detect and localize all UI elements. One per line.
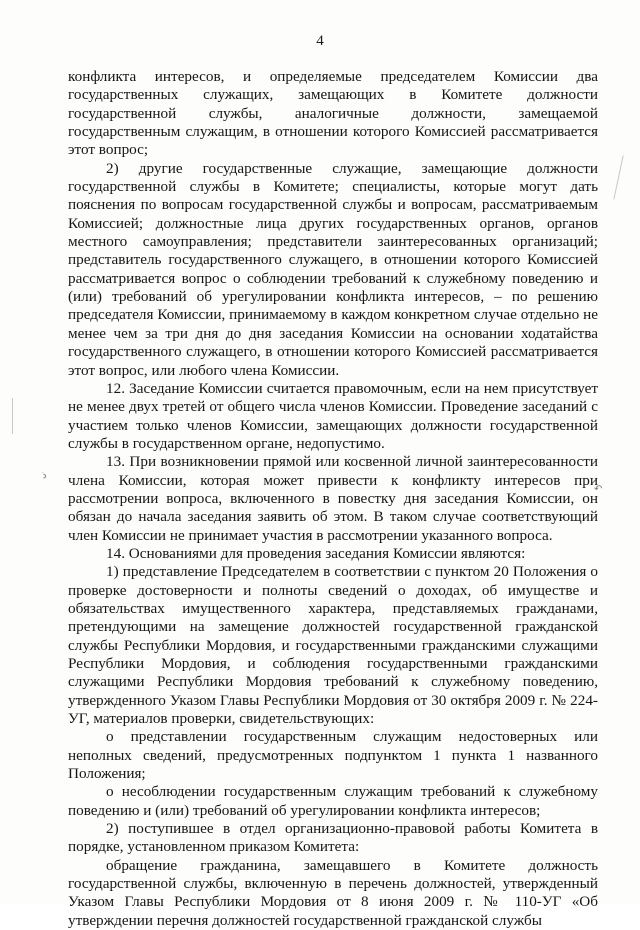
scan-edge-mark-left bbox=[12, 398, 13, 434]
scan-artifact-left: ذ bbox=[40, 469, 49, 482]
scan-edge-mark-right bbox=[613, 155, 623, 199]
paragraph-other-participants: 2) другие государственные служащие, замещающие должности государственной службы в Комитете; специалисты, которые могут дать пояснения по вопросам государственной службы и вопросам, рассматриваемым Комиссией; должностные лица других государственных органов, органов местного самоуправления; представители заинтересованных организаций; представитель государственного служащего, в отношении которого Комиссией рассматривается вопрос о соблюдении требований к служебному поведению и (или) требований об урегулировании конфликта интересов, – по решению председателя Комиссии, принимаемому в каждом конкретном случае отдельно не менее чем за три дня до дня заседания Комиссии на основании ходатайства государственного служащего, в отношении которого Комиссией рассматривается этот вопрос, или любого члена Комиссии. bbox=[68, 159, 598, 379]
paragraph-conduct-noncompliance: о несоблюдении государственным служащим требований к служебному поведению и (или) требований об урегулировании конфликта интересов; bbox=[68, 783, 598, 819]
paragraph-quorum-rule: 12. Заседание Комиссии считается правомочным, если на нем присутствует не менее двух третей от общего числа членов Комиссии. Проведение заседаний с участием только членов Комиссии, замещающих должности государственной службы в государственном органе, недопустимо. bbox=[68, 379, 598, 452]
paragraph-department-receipt: 2) поступившее в отдел организационно-правовой работы Комитета в порядке, установленном приказом Комитета: bbox=[68, 820, 598, 856]
paragraph-continuation-conflict-members: конфликта интересов, и определяемые председателем Комиссии два государственных служащих, замещающих в Комитете должности государственной службы, аналогичные должности, замещаемой государственным служащим, в отношении которого Комиссией рассматривается этот вопрос; bbox=[68, 68, 598, 159]
scan-artifact-right: ↶ bbox=[594, 484, 603, 495]
page-number: 4 bbox=[316, 33, 324, 49]
paragraph-personal-interest: 13. При возникновении прямой или косвенной личной заинтересованности члена Комиссии, которая может привести к конфликту интересов при рассмотрении вопроса, включенного в повестку дня заседания Комиссии, он обязан до начала заседания заявить об этом. В таком случае соответствующий член Комиссии не принимает участия в рассмотрении указанного вопроса. bbox=[68, 453, 598, 544]
document-body bbox=[68, 68, 598, 930]
paragraph-citizen-appeal: обращение гражданина, замещавшего в Комитете должность государственной службы, включенную в перечень должностей, утвержденный Указом Главы Республики Мордовия от 8 июня 2009 г. № 110-УГ «Об утверждении перечня должностей государственной гражданской службы bbox=[68, 856, 598, 929]
paragraph-meeting-grounds-heading: 14. Основаниями для проведения заседания Комиссии являются: bbox=[106, 544, 526, 562]
paragraph-inaccurate-information: о представлении государственным служащим недостоверных или неполных сведений, предусмотренных подпунктом 1 пункта 1 названного Положения; bbox=[68, 728, 598, 783]
paragraph-chair-submission: 1) представление Председателем в соответствии с пунктом 20 Положения о проверке достоверности и полноты сведений о доходах, об имуществе и обязательствах имущественного характера, представляемых гражданами, претендующими на замещение должностей государственной гражданской службы Республики Мордовия, и государственными гражданскими служащими Республики Мордовия, и соблюдения государственными гражданскими служащими Республики Мордовия требований к служебному поведению, утвержденного Указом Главы Республики Мордовия от 30 октября 2009 г. № 224-УГ, материалов проверки, свидетельствующих: bbox=[68, 563, 598, 728]
